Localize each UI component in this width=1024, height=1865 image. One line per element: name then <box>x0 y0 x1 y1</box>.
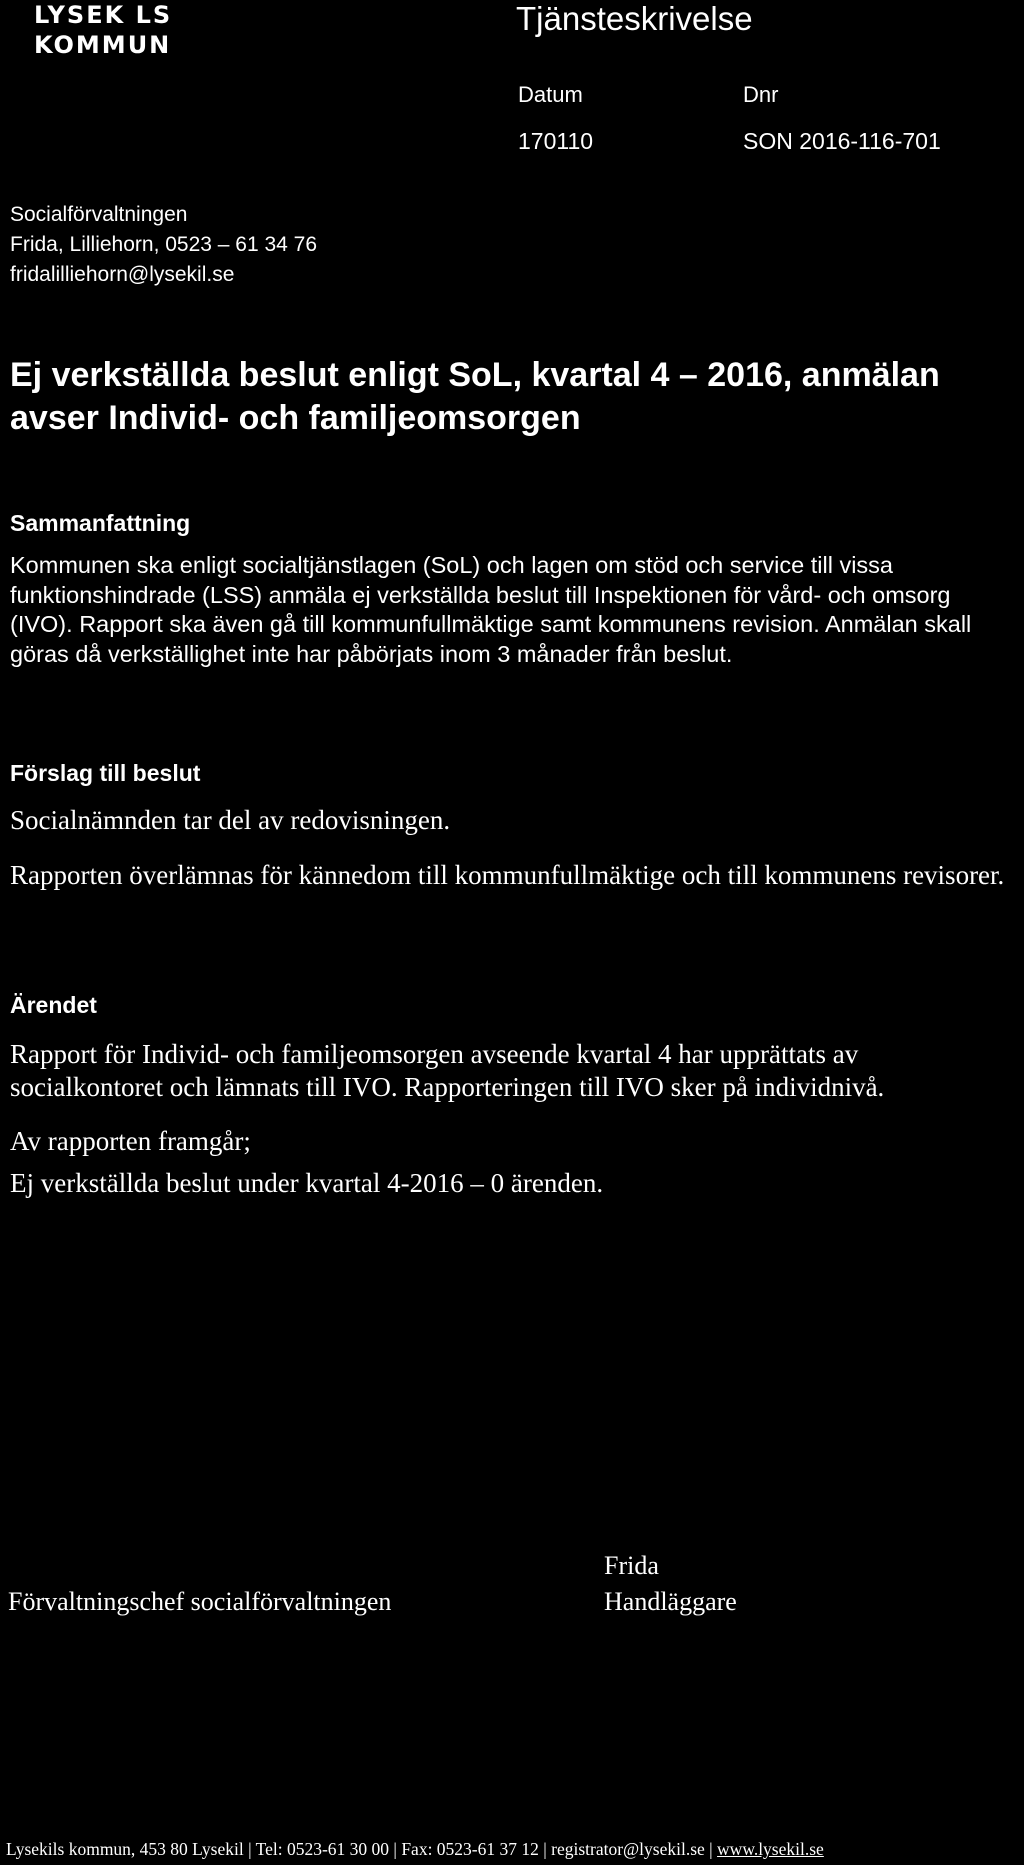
signature-right-name: Frida <box>604 1551 659 1580</box>
footer-website-link[interactable]: www.lysekil.se <box>717 1839 824 1859</box>
document-type: Tjänsteskrivelse <box>516 0 753 37</box>
sender-contact: Frida, Lilliehorn, 0523 – 61 34 76 <box>10 233 318 256</box>
signature-left-title: Förvaltningschef socialförvaltningen <box>8 1587 392 1616</box>
footer <box>6 1838 824 1860</box>
summary-text: Kommunen ska enligt socialtjänstlagen (SoL) och lagen om stöd och service till vissa funktionshindrade (LSS) anmäla ej verkställda beslut till Inspektionen för vård- och omsorg (IVO). Rapport ska även gå till kommunfullmäktige samt kommunens revision. Anmälan skall göras då verkställighet inte har påbörjats inom 3 månader från beslut. <box>10 552 972 667</box>
dnr-value: SON 2016-116-701 <box>743 128 941 154</box>
proposal-paragraph-2: Rapporten överlämnas för kännedom till kommunfullmäktige och till kommunens revisorer. <box>10 860 1005 890</box>
logo-line-2: KOMMUN <box>34 31 172 59</box>
date-value: 170110 <box>518 128 594 154</box>
logo-line-1: LYSEK LS <box>34 1 173 29</box>
footer-contact-text: Lysekils kommun, 453 80 Lysekil | Tel: 0523-61 30 00 | Fax: 0523-61 37 12 | registrator@lysekil.se | <box>6 1839 718 1859</box>
proposal-heading: Förslag till beslut <box>10 760 201 786</box>
signature-right-title: Handläggare <box>604 1587 737 1616</box>
date-label: Datum <box>518 82 583 107</box>
sender-email[interactable]: fridalilliehorn@lysekil.se <box>10 263 235 286</box>
matter-paragraph-2: Av rapporten framgår; <box>10 1126 251 1156</box>
matter-paragraph-3: Ej verkställda beslut under kvartal 4-2016 – 0 ärenden. <box>10 1168 604 1198</box>
document-title: Ej verkställda beslut enligt SoL, kvartal 4 – 2016, anmälan avser Individ- och familjeomsorgen <box>10 356 940 437</box>
dnr-label: Dnr <box>743 82 779 107</box>
proposal-paragraph-1: Socialnämnden tar del av redovisningen. <box>10 805 451 835</box>
matter-paragraph-1: Rapport för Individ- och familjeomsorgen avseende kvartal 4 har upprättats av socialkontoret och lämnats till IVO. Rapporteringen till IVO sker på individnivå. <box>10 1039 885 1102</box>
matter-heading: Ärendet <box>10 992 97 1018</box>
summary-heading: Sammanfattning <box>10 510 191 536</box>
sender-block <box>10 200 317 290</box>
municipality-logo <box>34 0 172 60</box>
sender-department: Socialförvaltningen <box>10 203 188 226</box>
